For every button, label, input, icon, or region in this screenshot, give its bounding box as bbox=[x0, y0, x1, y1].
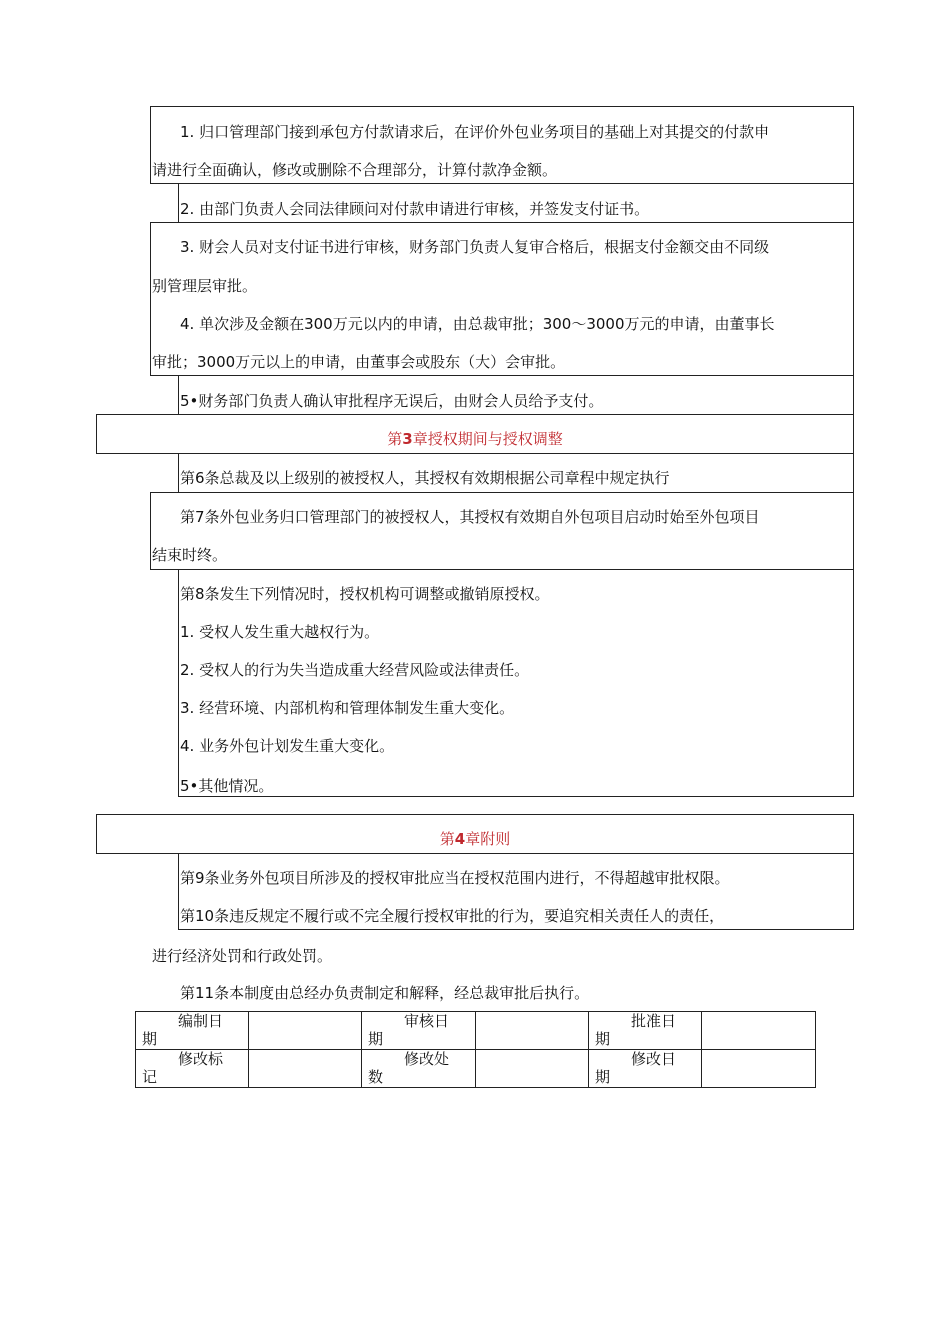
chapter-3-heading: 第3章授权期间与授权调整 bbox=[387, 430, 563, 448]
article-7-box bbox=[150, 492, 854, 570]
sign-off-table bbox=[135, 1011, 816, 1088]
table-row bbox=[136, 1050, 816, 1088]
article-7-line-2: 结束时终。 bbox=[152, 546, 228, 564]
label-compile-date: 编制日 期 bbox=[136, 1012, 249, 1050]
label-revision-count: 修改处 数 bbox=[362, 1050, 476, 1088]
payment-item-1-line-2: 请进行全面确认，修改或删除不合理部分，计算付款净金额。 bbox=[152, 161, 558, 179]
value-revision-count[interactable] bbox=[476, 1050, 589, 1088]
value-review-date[interactable] bbox=[476, 1012, 589, 1050]
payment-item-2: 2. 由部门负责人会同法律顾问对付款申请进行审核，并签发支付证书。 bbox=[180, 200, 650, 218]
chapter-4-heading: 第4章附则 bbox=[439, 830, 511, 848]
value-approve-date[interactable] bbox=[702, 1012, 816, 1050]
label-review-date: 审核日 期 bbox=[362, 1012, 476, 1050]
label-revision-mark: 修改标 记 bbox=[136, 1050, 249, 1088]
payment-item-3-line-2: 别管理层审批。 bbox=[152, 277, 258, 295]
article-8-title: 第8条发生下列情况时，授权机构可调整或撤销原授权。 bbox=[180, 585, 550, 603]
payment-item-5: 5•财务部门负责人确认审批程序无误后，由财会人员给予支付。 bbox=[180, 392, 604, 410]
value-revision-date[interactable] bbox=[702, 1050, 816, 1088]
payment-item-3-line-1: 3. 财会人员对支付证书进行审核，财务部门负责人复审合格后，根据支付金额交由不同级 bbox=[180, 238, 770, 256]
article-10-line-1: 第10条违反规定不履行或不完全履行授权审批的行为，要追究相关责任人的责任， bbox=[180, 907, 725, 925]
article-8-item-1: 1. 受权人发生重大越权行为。 bbox=[180, 623, 380, 641]
article-8-item-3: 3. 经营环境、内部机构和管理体制发生重大变化。 bbox=[180, 699, 515, 717]
article-9: 第9条业务外包项目所涉及的授权审批应当在授权范围内进行，不得超越审批权限。 bbox=[180, 869, 730, 887]
article-8-item-5: 5•其他情况。 bbox=[180, 777, 274, 795]
payment-item-1-line-1: 1. 归口管理部门接到承包方付款请求后，在评价外包业务项目的基础上对其提交的付款申 bbox=[180, 123, 770, 141]
payment-item-4-line-2: 审批；3000万元以上的申请，由董事会或股东（大）会审批。 bbox=[152, 353, 566, 371]
article-7-line-1: 第7条外包业务归口管理部门的被授权人，其授权有效期自外包项目启动时始至外包项目 bbox=[180, 508, 760, 526]
table-row bbox=[136, 1012, 816, 1050]
payment-item-4-line-1: 4. 单次涉及金额在300万元以内的申请，由总裁审批；300〜3000万元的申请，由董事长 bbox=[180, 315, 775, 333]
article-8-item-2: 2. 受权人的行为失当造成重大经营风险或法律责任。 bbox=[180, 661, 530, 679]
article-10-line-2: 进行经济处罚和行政处罚。 bbox=[152, 947, 333, 965]
value-revision-mark[interactable] bbox=[249, 1050, 362, 1088]
value-compile-date[interactable] bbox=[249, 1012, 362, 1050]
label-approve-date: 批准日 期 bbox=[589, 1012, 702, 1050]
article-11: 第11条本制度由总经办负责制定和解释，经总裁审批后执行。 bbox=[180, 984, 590, 1002]
article-8-item-4: 4. 业务外包计划发生重大变化。 bbox=[180, 737, 395, 755]
label-revision-date: 修改日 期 bbox=[589, 1050, 702, 1088]
article-6: 第6条总裁及以上级别的被授权人，其授权有效期根据公司章程中规定执行 bbox=[180, 469, 670, 487]
